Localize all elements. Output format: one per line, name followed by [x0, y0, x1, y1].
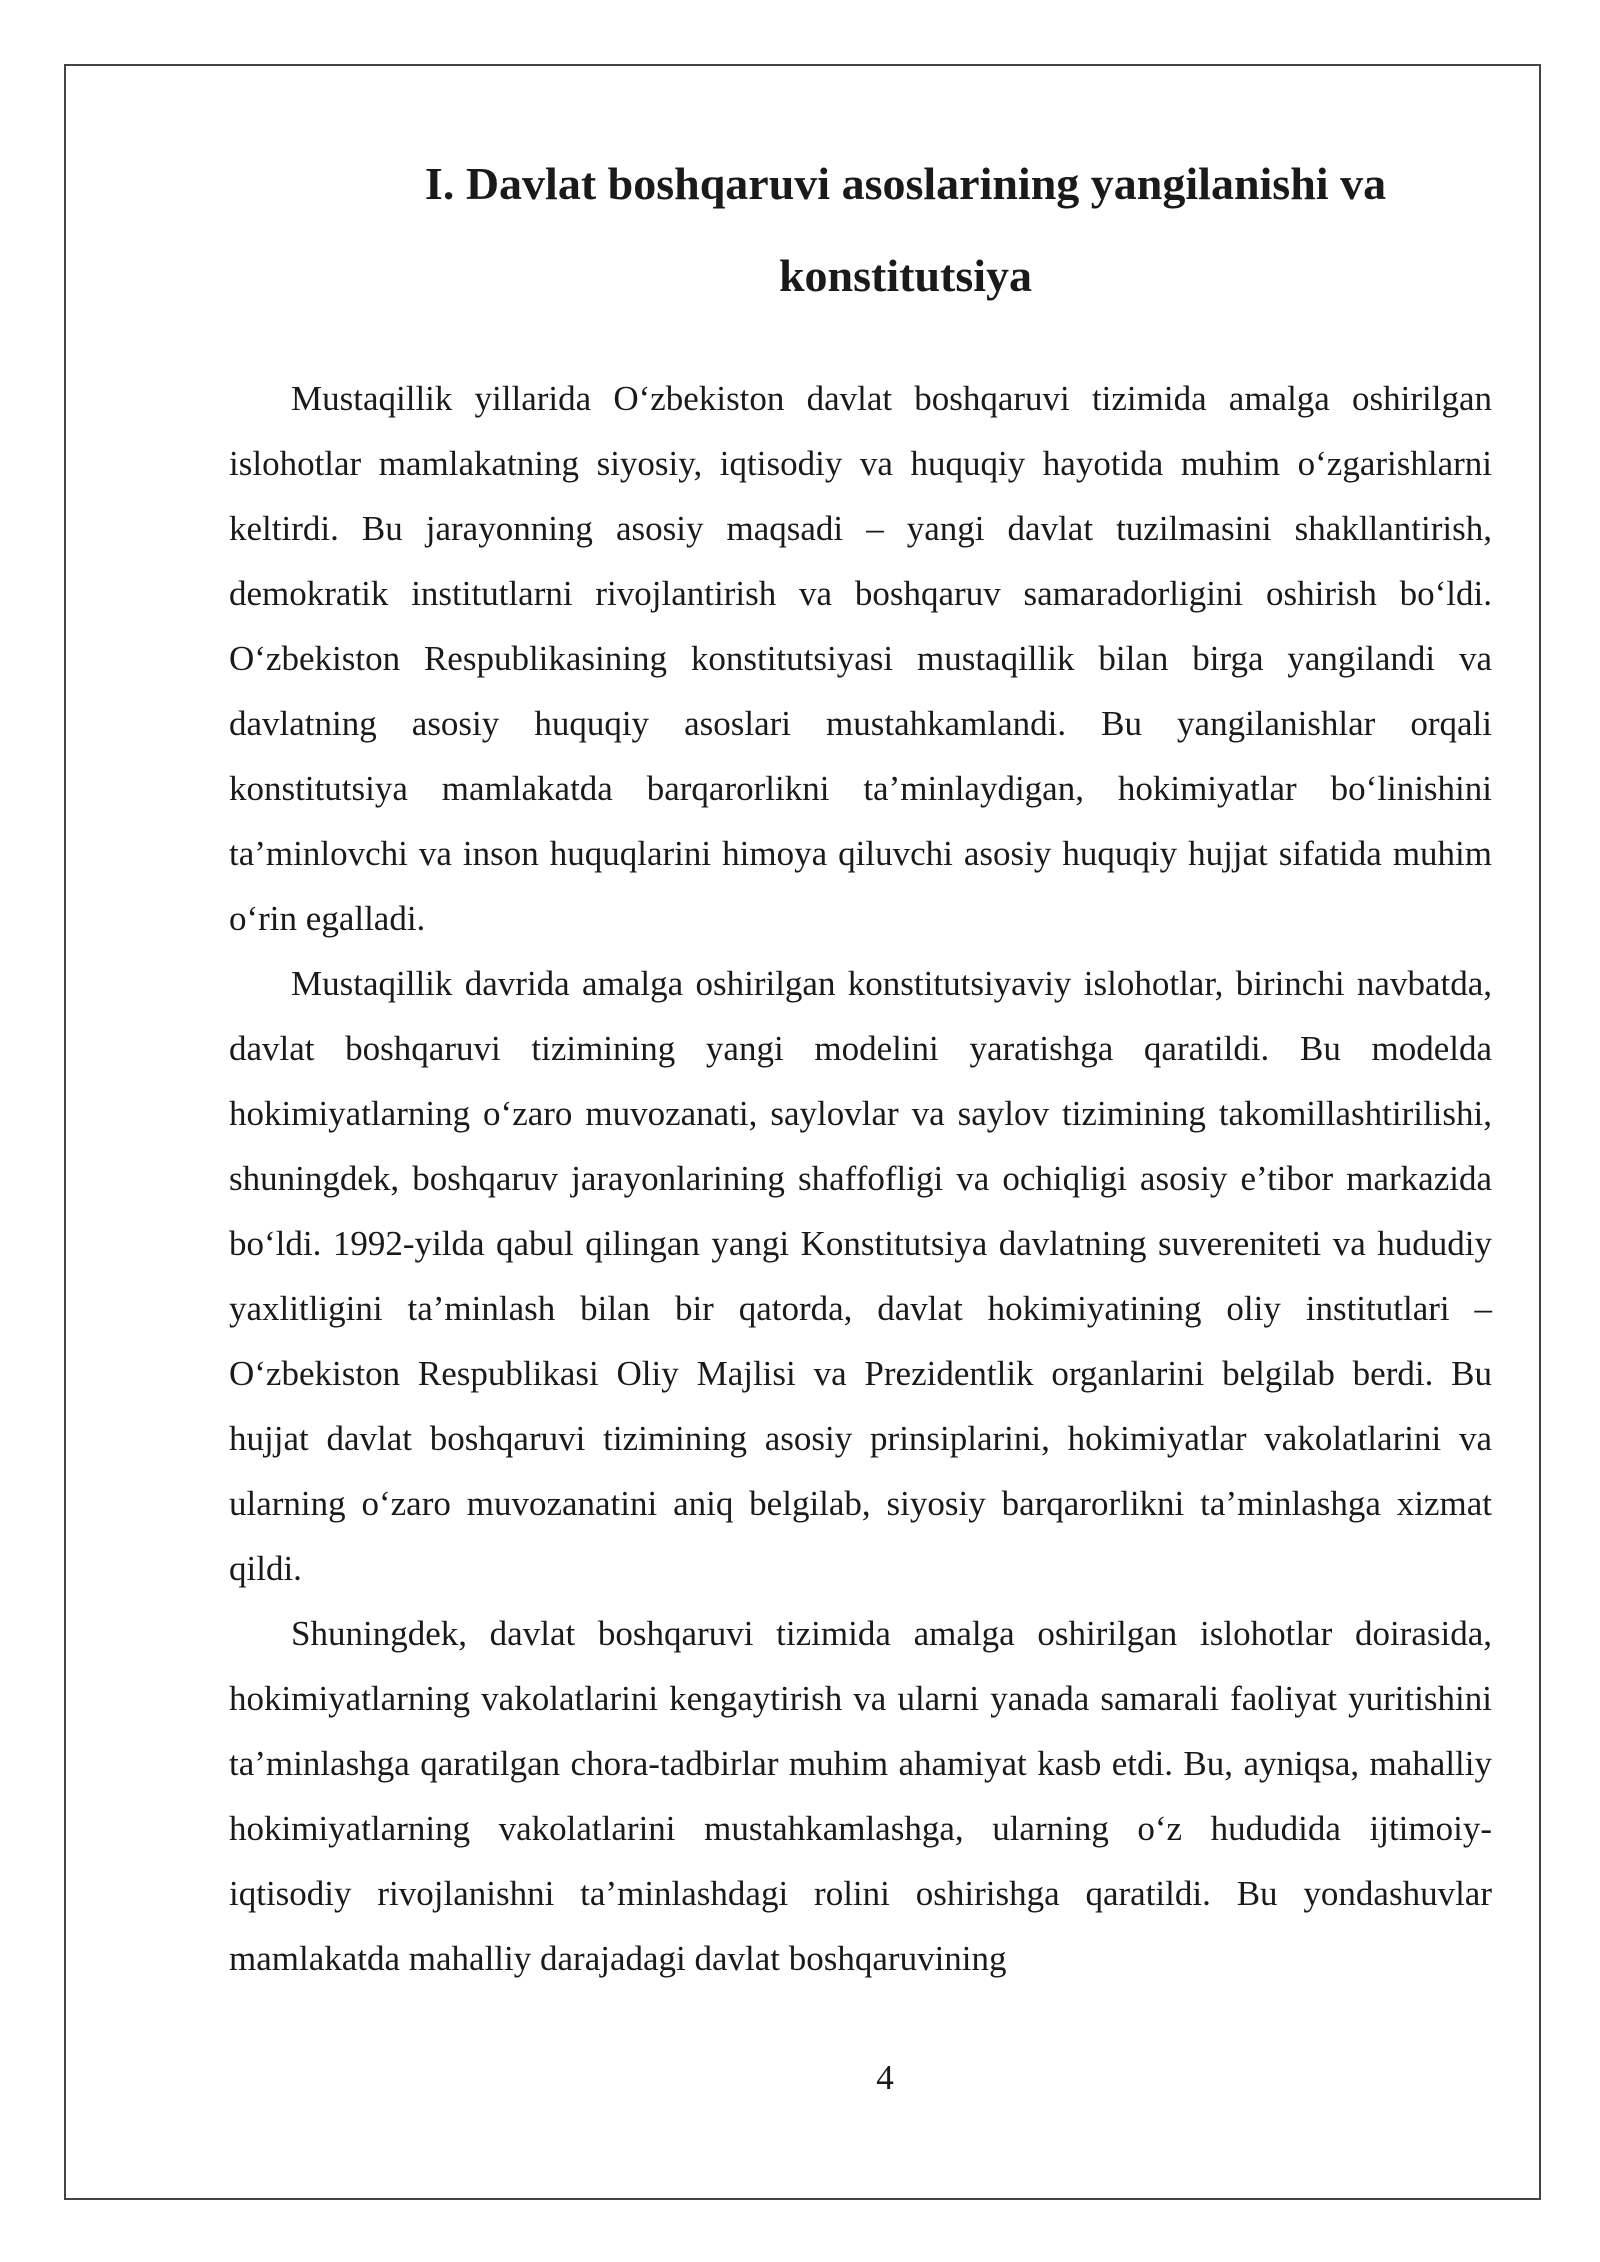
document-content — [229, 138, 1492, 1991]
paragraph-2: Mustaqillik davrida amalga oshirilgan konstitutsiyaviy islohotlar, birinchi navbatda, davlat boshqaruvi tizimining yangi modelini yaratishga qaratildi. Bu modelda hokimiyatlarning o‘zaro muvozanati, saylovlar va saylov tizimining takomillashtirilishi, shuningdek, boshqaruv jarayonlarining shaffofligi va ochiqligi asosiy e’tibor markazida bo‘ldi. 1992-yilda qabul qilingan yangi Konstitutsiya davlatning suvereniteti va hududiy yaxlitligini ta’minlash bilan bir qatorda, davlat hokimiyatining oliy institutlari – O‘zbekiston Respublikasi Oliy Majlisi va Prezidentlik organlarini belgilab berdi. Bu hujjat davlat boshqaruvi tizimining asosiy prinsiplarini, hokimiyatlar vakolatlarini va ularning o‘zaro muvozanatini aniq belgilab, siyosiy barqarorlikni ta’minlashga xizmat qildi. — [229, 964, 1492, 1588]
body-text — [229, 366, 1492, 1991]
page-number: 4 — [876, 2058, 894, 2097]
paragraph-3: Shuningdek, davlat boshqaruvi tizimida amalga oshirilgan islohotlar doirasida, hokimiyatlarning vakolatlarini kengaytirish va ularni yanada samarali faoliyat yuritishini ta’minlashga qaratilgan chora-tadbirlar muhim ahamiyat kasb etdi. Bu, ayniqsa, mahalliy hokimiyatlarning vakolatlarini mustahkamlashga, ularning o‘z hududida ijtimoiy-iqtisodiy rivojlanishni ta’minlashdagi rolini oshirishga qaratildi. Bu yondashuvlar mamlakatda mahalliy darajadagi davlat boshqaruvining — [229, 1614, 1492, 1978]
paragraph-1: Mustaqillik yillarida O‘zbekiston davlat boshqaruvi tizimida amalga oshirilgan islohotlar mamlakatning siyosiy, iqtisodiy va huquqiy hayotida muhim o‘zgarishlarni keltirdi. Bu jarayonning asosiy maqsadi – yangi davlat tuzilmasini shakllantirish, demokratik institutlarni rivojlantirish va boshqaruv samaradorligini oshirish bo‘ldi. O‘zbekiston Respublikasining konstitutsiyasi mustaqillik bilan birga yangilandi va davlatning asosiy huquqiy asoslari mustahkamlandi. Bu yangilanishlar orqali konstitutsiya mamlakatda barqarorlikni ta’minlaydigan, hokimiyatlar bo‘linishini ta’minlovchi va inson huquqlarini himoya qiluvchi asosiy huquqiy hujjat sifatida muhim o‘rin egalladi. — [229, 379, 1492, 938]
section-title: I. Davlat boshqaruvi asoslarining yangilanishi va konstitutsiya — [424, 158, 1387, 301]
